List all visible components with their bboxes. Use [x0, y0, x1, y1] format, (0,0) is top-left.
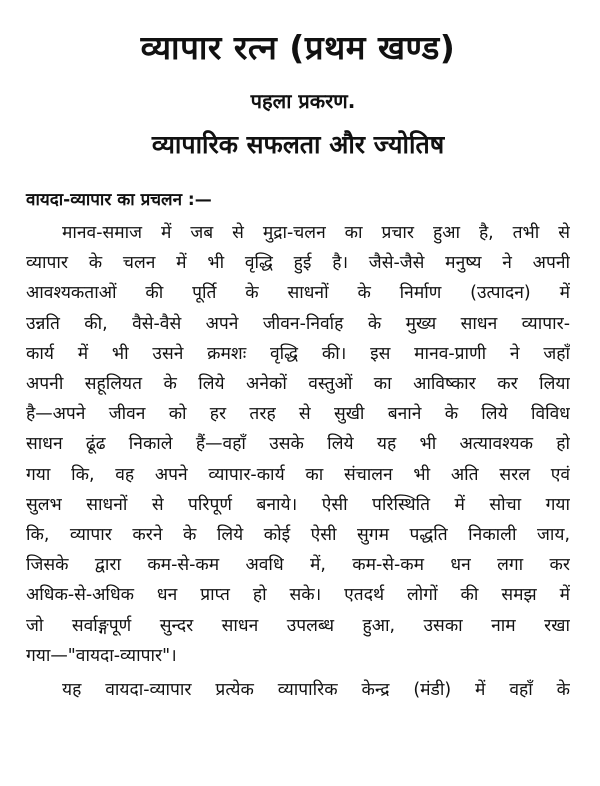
- text-line: उन्नति की, वैसे-वैसे अपने जीवन-निर्वाह के मुख्य साधन व्यापार-: [26, 313, 570, 334]
- text-line: कि, व्यापार करने के लिये कोई ऐसी सुगम पद्धति निकाली जाय,: [26, 525, 570, 546]
- text-line: कार्य में भी उसने क्रमशः वृद्धि की। इस मानव-प्राणी ने जहाँ: [26, 343, 570, 364]
- paragraph-2: [26, 675, 570, 705]
- section-heading: वायदा-व्यापार का प्रचलन :—: [26, 190, 212, 210]
- text-line: आवश्यकताओं की पूर्ति के साधनों के निर्माण (उत्पादन) में: [26, 283, 570, 304]
- text-line: यह वायदा-व्यापार प्रत्येक व्यापारिक केन्द्र (मंडी) में वहाँ के: [62, 680, 570, 701]
- text-line: गया—"वायदा-व्यापार"।: [26, 645, 177, 666]
- text-line: अपनी सहूलियत के लिये अनेकों वस्तुओं का आविष्कार कर लिया: [26, 374, 570, 395]
- chapter-subtitle: व्यापारिक सफलता और ज्योतिष: [151, 130, 445, 159]
- text-line: है—अपने जीवन को हर तरह से सुखी बनाने के लिये विविध: [26, 404, 570, 425]
- paragraph-1: [26, 218, 570, 671]
- text-line: सुलभ साधनों से परिपूर्ण बनाये। ऐसी परिस्थिति में सोचा गया: [26, 494, 570, 515]
- text-line: व्यापार के चलन में भी वृद्धि हुई है। जैसे-जैसे मनुष्य ने अपनी: [26, 253, 570, 274]
- text-line: साधन ढूंढ निकाले हैं—वहाँ उसके लिये यह भी अत्यावश्यक हो: [26, 434, 570, 455]
- chapter-label: पहला प्रकरण.: [250, 89, 356, 113]
- text-line: अधिक-से-अधिक धन प्राप्त हो सके। एतदर्थ लोगों की समझ में: [26, 585, 570, 606]
- page-title: व्यापार रत्न (प्रथम खण्ड): [140, 28, 456, 67]
- text-line: गया कि, वह अपने व्यापार-कार्य का संचालन भी अति सरल एवं: [26, 464, 570, 485]
- text-line: जिसके द्वारा कम-से-कम अवधि में, कम-से-कम धन लगा कर: [26, 555, 570, 576]
- text-line: जो सर्वाङ्गपूर्ण सुन्दर साधन उपलब्ध हुआ, उसका नाम रखा: [26, 615, 570, 636]
- text-line: मानव-समाज में जब से मुद्रा-चलन का प्रचार हुआ है, तभी से: [62, 223, 570, 243]
